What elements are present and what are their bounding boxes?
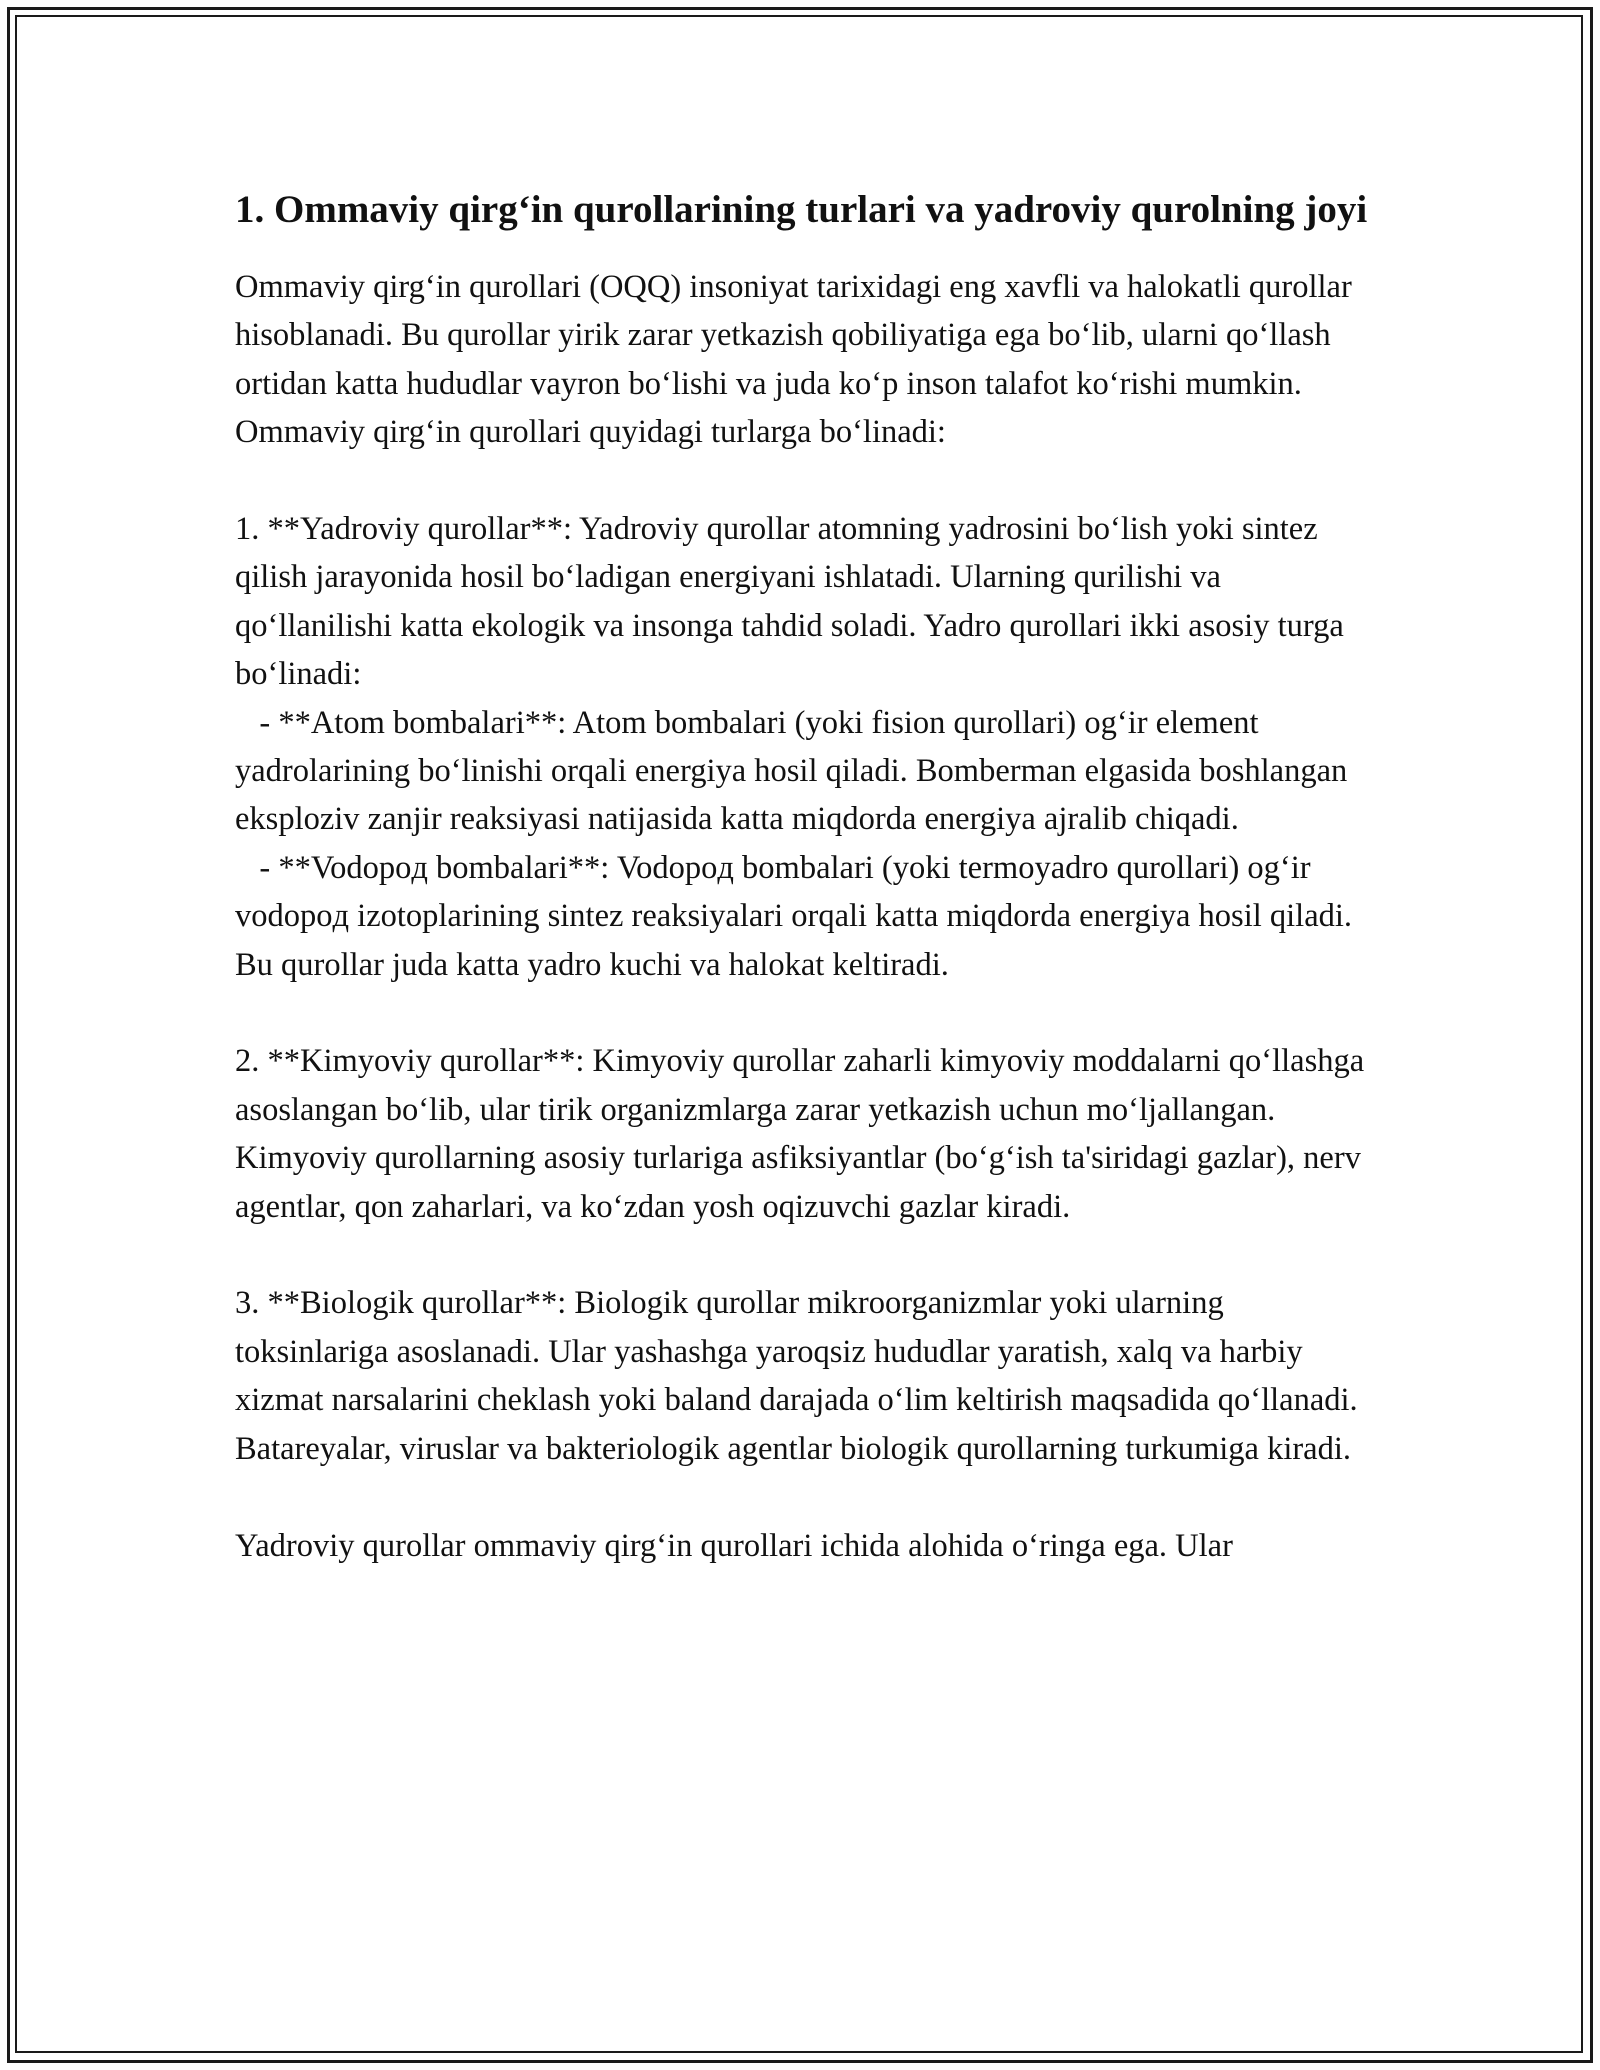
paragraph-nuclear-weapons: 1. **Yadroviy qurollar**: Yadroviy qurollar atomning yadrosini bo‘lish yoki sintez qilish jarayonida hosil bo‘ladigan energiyani ishlatadi. Ularning qurilishi va qo‘llanilishi katta ekologik va insonga tahdid soladi. Yadro qurollari ikki asosiy turga bo‘linadi: - **Atom bombalari**: Atom bombalari (yoki fision qurollari) og‘ir element yadrolarining bo‘linishi orqali energiya hosil qiladi. Bomberman elgasida boshlangan eksploziv zanjir reaksiyasi natijasida katta miqdorda energiya ajralib chiqadi. - **Vodopoд bombalari**: Vodopoд bombalari (yoki termoyadro qurollari) og‘ir vodopoд izotoplarining sintez reaksiyalari orqali katta miqdorda energiya hosil qiladi. Bu qurollar juda katta yadro kuchi va halokat keltiradi. bbox=[235, 511, 1353, 983]
section-title: 1. Ommaviy qirg‘in qurollarining turlari va yadroviy qurolning joyi bbox=[235, 188, 1368, 231]
paragraph-chemical-weapons: 2. **Kimyoviy qurollar**: Kimyoviy qurollar zaharli kimyoviy moddalarni qo‘llashga asoslangan bo‘lib, ular tirik organizmlarga zarar yetkazish uchun mo‘ljallangan. Kimyoviy qurollarning asosiy turlariga asfiksiyantlar (bo‘g‘ish ta'siridagi gazlar), nerv agentlar, qon zaharlari, va ko‘zdan yosh oqizuvchi gazlar kiradi. bbox=[235, 1043, 1373, 1225]
paragraph-biological-weapons: 3. **Biologik qurollar**: Biologik qurollar mikroorganizmlar yoki ularning toksinlariga asoslanadi. Ular yashashga yaroqsiz hududlar yaratish, xalq va harbiy xizmat narsalarini cheklash yoki baland darajada o‘lim keltirish maqsadida qo‘llanadi. Batareyalar, viruslar va bakteriologik agentlar biologik qurollarning turkumiga kiradi. bbox=[235, 1285, 1366, 1467]
paragraph-nuclear-place: Yadroviy qurollar ommaviy qirg‘in qurollari ichida alohida o‘ringa ega. Ular bbox=[235, 1527, 1233, 1564]
paragraph-intro: Ommaviy qirg‘in qurollari (OQQ) insoniyat tarixidagi eng xavfli va halokatli qurollar hisoblanadi. Bu qurollar yirik zarar yetkazish qobiliyatiga ega bo‘lib, ularni qo‘llash ortidan katta hududlar vayron bo‘lishi va juda ko‘p inson talafot ko‘rishi mumkin. Ommaviy qirg‘in qurollari quyidagi turlarga bo‘linadi: bbox=[235, 269, 1360, 451]
document-body bbox=[235, 182, 1375, 1570]
